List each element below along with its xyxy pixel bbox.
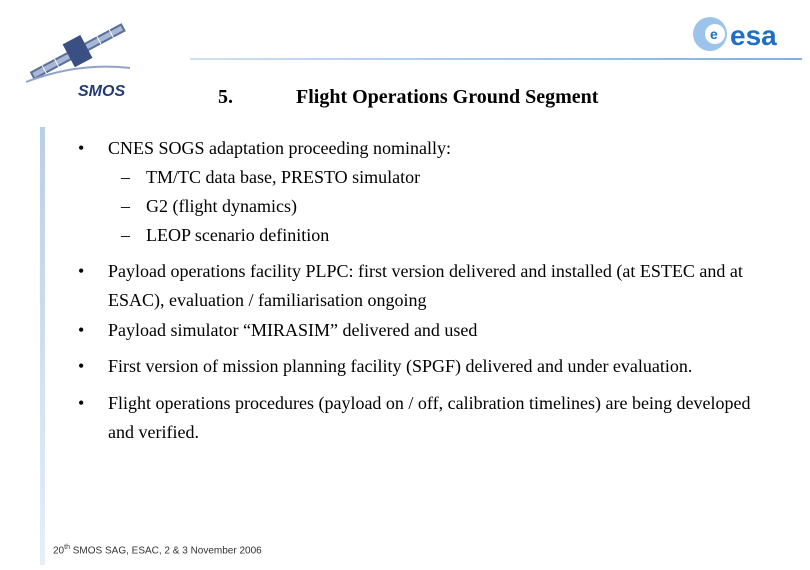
sub-text: TM/TC data base, PRESTO simulator: [146, 167, 421, 187]
esa-logo: [690, 14, 796, 54]
smos-logo: [18, 14, 136, 106]
sub-text: LEOP scenario definition: [146, 225, 330, 245]
bullet-text: CNES SOGS adaptation proceeding nominally:: [108, 138, 451, 158]
footer-superscript: th: [64, 544, 70, 551]
sub-text: G2 (flight dynamics): [146, 196, 297, 216]
sub-dash: –: [121, 196, 130, 216]
satellite-icon: [26, 15, 130, 87]
side-accent-bar: [40, 127, 45, 565]
bullet-dot: •: [78, 356, 85, 376]
bullet-text: Payload operations facility PLPC: first version delivered and installed (at ESTEC and at ESAC), evaluation / familiarisation ongoing: [108, 261, 743, 310]
section-title: Flight Operations Ground Segment: [296, 86, 599, 108]
section-number: 5.: [218, 86, 233, 108]
bullet-text: First version of mission planning facility (SPGF) delivered and under evaluation.: [108, 356, 693, 376]
bullet-text: Flight operations procedures (payload on / off, calibration timelines) are being developed and verified.: [108, 393, 751, 442]
bullet-text: Payload simulator “MIRASIM” delivered and used: [108, 320, 478, 340]
bullet-dot: •: [78, 138, 85, 158]
bullet-dot: •: [78, 393, 85, 413]
slide-footer: [53, 544, 262, 556]
footer-rest: SMOS SAG, ESAC, 2 & 3 November 2006: [69, 545, 262, 557]
bullet-dot: •: [78, 320, 85, 340]
bullet-dot: •: [78, 261, 85, 281]
smos-logo-text: SMOS: [78, 83, 126, 100]
sub-dash: –: [121, 167, 130, 187]
header-divider: [190, 58, 802, 60]
sub-dash: –: [121, 225, 130, 245]
footer-prefix: 20: [53, 545, 65, 557]
svg-text:e: e: [710, 26, 718, 42]
esa-logo-text: esa: [730, 20, 777, 51]
